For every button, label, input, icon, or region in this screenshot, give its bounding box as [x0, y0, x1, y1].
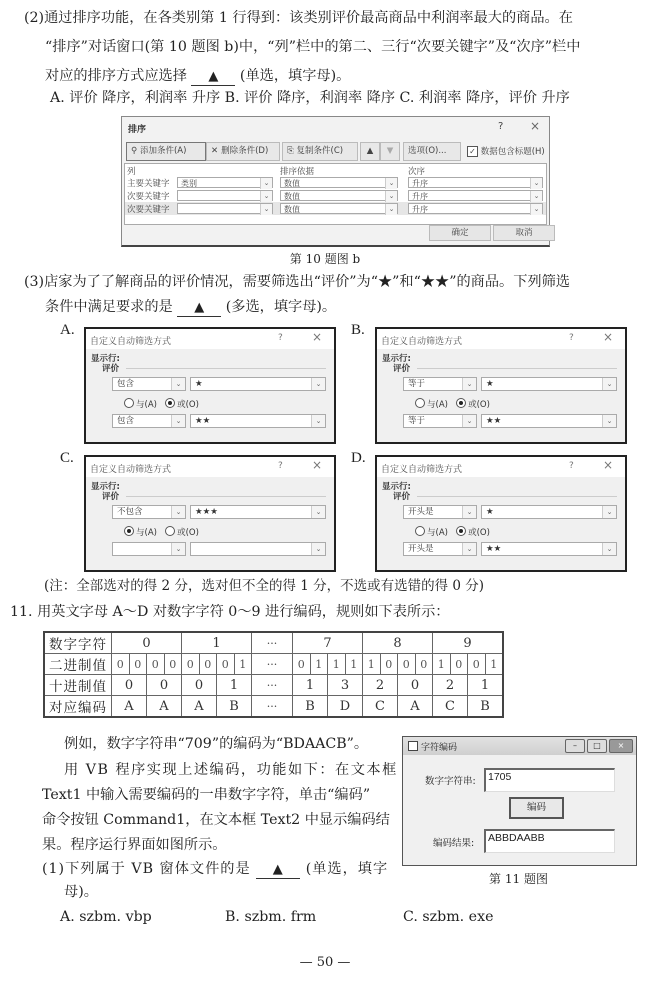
q10-part2-line2: “排序”对话窗口(第 10 题图 b)中，“列”栏中的第二、三行“次要关键字”及“次序”栏中	[45, 39, 581, 55]
or-label: 或(O)	[468, 528, 490, 538]
operator-select-1[interactable]	[112, 377, 186, 391]
input-label: 数字字符串:	[425, 776, 476, 787]
column-select[interactable]	[177, 203, 273, 214]
sort-on-value: 数值	[284, 205, 300, 214]
logic-radio-group	[124, 526, 199, 538]
help-icon[interactable]: ?	[278, 461, 283, 471]
chevron-down-icon: ⌄	[385, 191, 397, 202]
q10-part2-options: A. 评价 降序，利润率 升序 B. 评价 降序，利润率 降序 C. 利润率 降序，评价 升序	[50, 90, 570, 106]
value-select-2[interactable]	[481, 414, 617, 428]
order-value: 升序	[412, 192, 428, 201]
move-down-button[interactable]: ▼	[380, 142, 400, 161]
and-label: 与(A)	[136, 400, 157, 410]
binary-bit-cell: 0	[164, 654, 182, 675]
row-header: 二进制值	[44, 654, 112, 675]
chevron-down-icon: ⌄	[311, 506, 325, 518]
answer-blank: ▲	[256, 862, 300, 879]
q10-part2-line1: (2)通过排序功能，在各类别第 1 行得到：该类别评价最高商品中利润率最大的商品。在	[24, 10, 573, 26]
help-icon[interactable]: ?	[278, 333, 283, 343]
chevron-down-icon: ⌄	[530, 191, 542, 202]
vb-titlebar	[403, 737, 636, 755]
q11-desc-line4: 果。程序运行界面如图所示。	[42, 837, 227, 853]
logic-radio-group	[415, 526, 490, 538]
binary-bit-cell: 0	[129, 654, 147, 675]
show-rows-label: 显示行:	[382, 354, 411, 364]
page-number: — 50 —	[299, 955, 351, 970]
row-label: 次要关键字	[127, 192, 170, 202]
radio-icon	[124, 398, 134, 408]
add-condition-button[interactable]	[126, 142, 206, 161]
binary-bit-cell: 0	[415, 654, 433, 675]
or-label: 或(O)	[468, 400, 490, 410]
code-cell: A	[398, 696, 433, 718]
sort-on-value: 数值	[284, 192, 300, 201]
binary-bit-cell: 1	[433, 654, 451, 675]
sort-on-select[interactable]	[280, 177, 398, 188]
text1-input[interactable]: 1705	[484, 768, 615, 792]
ok-button[interactable]: 确定	[429, 225, 491, 241]
sort-on-select[interactable]	[280, 190, 398, 201]
ellipsis-cell: ···	[252, 632, 293, 654]
custom-filter-dialog	[375, 327, 627, 444]
minimize-button[interactable]: –	[565, 739, 585, 753]
operator-select-1[interactable]	[403, 377, 477, 391]
order-value: 升序	[412, 179, 428, 188]
chevron-down-icon: ⌄	[602, 415, 616, 427]
q11-sub1	[42, 859, 388, 879]
binary-bit-cell: 1	[485, 654, 503, 675]
code-cell: C	[433, 696, 468, 718]
scoring-note: (注：全部选对的得 2 分，选对但不全的得 1 分，不选或有选错的得 0 分)	[44, 578, 485, 594]
binary-bit-cell: 0	[199, 654, 217, 675]
code-cell: D	[328, 696, 363, 718]
table-row	[44, 696, 503, 718]
radio-icon	[124, 526, 134, 536]
field-label: 评价	[393, 492, 411, 502]
custom-filter-dialog	[84, 327, 336, 444]
code-cell: A	[147, 696, 182, 718]
chevron-down-icon: ⌄	[462, 415, 476, 427]
table-row	[44, 632, 503, 654]
answer-blank: ▲	[177, 300, 221, 317]
digit-char-cell: 9	[433, 632, 504, 654]
column-header: 列	[127, 167, 136, 177]
digit-char-cell: 1	[182, 632, 252, 654]
decimal-cell: 1	[217, 675, 252, 696]
binary-bit-cell: 0	[398, 654, 416, 675]
sort-on-header: 排序依据	[280, 167, 315, 177]
binary-bit-cell: 1	[234, 654, 252, 675]
or-radio[interactable]	[165, 528, 199, 538]
row-label: 主要关键字	[127, 179, 170, 189]
row-header: 对应编码	[44, 696, 112, 718]
code-cell: B	[468, 696, 504, 718]
field-label: 评价	[393, 364, 411, 374]
chevron-down-icon: ⌄	[530, 178, 542, 189]
close-icon[interactable]: ×	[312, 330, 323, 344]
has-header-label: 数据包含标题(H)	[480, 147, 545, 157]
maximize-button[interactable]: □	[587, 739, 607, 753]
chevron-down-icon: ⌄	[171, 506, 185, 518]
digit-char-cell: 7	[293, 632, 363, 654]
delete-condition-label: 删除条件(D)	[221, 146, 269, 156]
close-button[interactable]: ×	[609, 739, 633, 753]
decimal-cell: 0	[112, 675, 147, 696]
decimal-cell: 0	[182, 675, 217, 696]
value-1: ★	[195, 379, 203, 389]
chevron-down-icon: ⌄	[530, 204, 542, 215]
option-letter: D.	[351, 450, 366, 466]
binary-bit-cell: 0	[182, 654, 200, 675]
value-select-1[interactable]	[481, 377, 617, 391]
q10-part3-line1: (3)店家为了了解商品的评价情况，需要筛选出“评价”为“★”和“★★”的商品。下列筛选	[24, 274, 570, 290]
value-select-2[interactable]	[190, 542, 326, 556]
q10-part3-line2-text: 条件中满足要求的是	[45, 299, 173, 315]
custom-filter-dialog	[375, 455, 627, 572]
and-label: 与(A)	[427, 528, 448, 538]
chevron-down-icon: ⌄	[385, 178, 397, 189]
help-icon[interactable]: ?	[498, 121, 504, 132]
value-2: ★★	[195, 416, 211, 426]
row-label: 次要关键字	[127, 205, 170, 215]
chevron-down-icon: ⌄	[385, 204, 397, 215]
value-1: ★★★	[195, 507, 218, 517]
binary-bit-cell: 0	[147, 654, 165, 675]
code-cell: B	[217, 696, 252, 718]
answer-blank: ▲	[191, 69, 235, 86]
row-header: 十进制值	[44, 675, 112, 696]
q10-part2-line3-post: (单选，填字母)。	[239, 68, 351, 84]
option-letter: B.	[351, 322, 365, 338]
decimal-cell: 0	[398, 675, 433, 696]
help-icon[interactable]: ?	[569, 333, 574, 343]
binary-bit-cell: 1	[328, 654, 346, 675]
close-icon[interactable]: ×	[530, 119, 541, 133]
show-rows-label: 显示行:	[382, 482, 411, 492]
decimal-cell: 3	[328, 675, 363, 696]
value-select-2[interactable]	[481, 542, 617, 556]
and-radio[interactable]	[415, 400, 448, 410]
encoding-table	[43, 631, 504, 718]
operator-select-2[interactable]	[403, 542, 477, 556]
and-radio[interactable]	[415, 528, 448, 538]
chevron-down-icon: ⌄	[171, 415, 185, 427]
chevron-down-icon: ⌄	[311, 378, 325, 390]
chevron-down-icon: ⌄	[260, 204, 272, 215]
value-select-2[interactable]	[190, 414, 326, 428]
radio-icon	[456, 526, 466, 536]
chevron-down-icon: ⌄	[311, 415, 325, 427]
q11-desc-line2: Text1 中输入需要编码的一串数字字符，单击“编码”	[42, 787, 371, 803]
order-value: 升序	[412, 205, 428, 214]
option-letter: C.	[60, 450, 74, 466]
has-header-checkbox[interactable]	[467, 145, 545, 157]
chevron-down-icon: ⌄	[462, 378, 476, 390]
value-2: ★★	[486, 544, 502, 554]
delete-condition-button[interactable]	[206, 142, 280, 161]
chevron-down-icon: ⌄	[260, 191, 272, 202]
binary-bit-cell: 1	[345, 654, 363, 675]
sort-dialog-title: 排序	[128, 125, 147, 135]
or-label: 或(O)	[177, 400, 199, 410]
filter-dialog-title: 自定义自动筛选方式	[381, 465, 463, 475]
radio-icon	[165, 526, 175, 536]
chevron-down-icon: ⌄	[311, 543, 325, 555]
value-1: ★	[486, 507, 494, 517]
add-condition-label: 添加条件(A)	[139, 146, 187, 156]
column-select[interactable]	[177, 190, 273, 201]
operator-select-1[interactable]	[403, 505, 477, 519]
code-cell: C	[363, 696, 398, 718]
copy-icon: ⎘	[287, 146, 297, 156]
divider	[126, 368, 326, 369]
sort-dialog	[121, 116, 550, 247]
q11-example: 例如，数字字符串“709”的编码为“BDAACB”。	[64, 736, 369, 752]
radio-icon	[415, 526, 425, 536]
cancel-button[interactable]: 取消	[493, 225, 555, 241]
value-select-1[interactable]	[481, 505, 617, 519]
order-select[interactable]	[408, 190, 543, 201]
radio-icon	[165, 398, 175, 408]
text2-output[interactable]: ABBDAABB	[484, 829, 615, 853]
show-rows-label: 显示行:	[91, 482, 120, 492]
decimal-cell: 1	[468, 675, 504, 696]
chevron-down-icon: ⌄	[462, 543, 476, 555]
decimal-cell: 0	[147, 675, 182, 696]
value-select-1[interactable]	[190, 505, 326, 519]
field-label: 评价	[102, 364, 120, 374]
chevron-down-icon: ⌄	[602, 378, 616, 390]
table-row	[44, 654, 503, 675]
column-select-value: 类别	[181, 179, 197, 188]
figure-caption-10b: 第 10 题图 b	[289, 252, 361, 266]
chevron-down-icon: ⌄	[462, 506, 476, 518]
filter-dialog-title: 自定义自动筛选方式	[90, 465, 172, 475]
binary-bit-cell: 0	[293, 654, 311, 675]
field-label: 评价	[102, 492, 120, 502]
ellipsis-cell: ···	[252, 654, 293, 675]
custom-filter-dialog	[84, 455, 336, 572]
operator-2-value: 等于	[408, 416, 426, 426]
close-icon[interactable]: ×	[312, 458, 323, 472]
chevron-down-icon: ⌄	[171, 543, 185, 555]
options-button[interactable]: 选项(O)...	[403, 142, 461, 161]
operator-select-2[interactable]	[403, 414, 477, 428]
operator-1-value: 开头是	[408, 507, 434, 517]
chevron-down-icon: ⌄	[260, 178, 272, 189]
chevron-down-icon: ⌄	[171, 378, 185, 390]
binary-bit-cell: 0	[112, 654, 130, 675]
close-icon[interactable]: ×	[603, 330, 614, 344]
logic-radio-group	[124, 398, 199, 410]
vb-window	[402, 736, 637, 866]
operator-1-value: 等于	[408, 379, 426, 389]
help-icon[interactable]: ?	[569, 461, 574, 471]
ellipsis-cell: ···	[252, 675, 293, 696]
logic-radio-group	[415, 398, 490, 410]
show-rows-label: 显示行:	[91, 354, 120, 364]
binary-bit-cell: 0	[450, 654, 468, 675]
code-cell: A	[182, 696, 217, 718]
and-radio[interactable]	[124, 400, 157, 410]
q10-part3-line2-post: (多选，填字母)。	[225, 299, 337, 315]
sort-on-select[interactable]	[280, 203, 398, 214]
q10-part2-line3	[45, 66, 350, 86]
order-select[interactable]	[408, 203, 543, 214]
filter-dialog-title: 自定义自动筛选方式	[90, 337, 172, 347]
binary-bit-cell: 0	[217, 654, 235, 675]
q11-desc-line1: 用 VB 程序实现上述编码，功能如下：在文本框	[64, 762, 398, 778]
q11-intro: 11. 用英文字母 A～D 对数字字符 0～9 进行编码，规则如下表所示：	[10, 604, 450, 620]
divider	[417, 368, 617, 369]
sort-conditions-grid	[124, 163, 547, 225]
value-1: ★	[486, 379, 494, 389]
delete-icon: ✕	[211, 146, 222, 156]
radio-icon	[415, 398, 425, 408]
q11-sub1-post: (单选，填字	[305, 861, 389, 877]
divider	[417, 496, 617, 497]
digit-char-cell: 0	[112, 632, 182, 654]
value-select-1[interactable]	[190, 377, 326, 391]
option-letter: A.	[60, 322, 75, 338]
and-label: 与(A)	[136, 528, 157, 538]
add-icon: ⚲	[131, 146, 140, 156]
value-2: ★★	[486, 416, 502, 426]
operator-select-2[interactable]	[112, 542, 186, 556]
sort-on-value: 数值	[284, 179, 300, 188]
row-header: 数字字符	[44, 632, 112, 654]
or-radio[interactable]	[456, 400, 490, 410]
vb-window-title: 字符编码	[421, 743, 458, 753]
checkbox-checked-icon: ✓	[467, 146, 478, 157]
operator-1-value: 包含	[117, 379, 135, 389]
binary-bit-cell: 1	[310, 654, 328, 675]
chevron-down-icon: ⌄	[602, 506, 616, 518]
and-radio[interactable]	[124, 528, 157, 538]
code-cell: B	[293, 696, 328, 718]
divider	[126, 496, 326, 497]
q11-option-a: A. szbm. vbp	[60, 909, 152, 925]
ellipsis-cell: ···	[252, 696, 293, 718]
encode-button[interactable]: 编码	[509, 797, 564, 819]
close-icon[interactable]: ×	[603, 458, 614, 472]
q11-option-c: C. szbm. exe	[403, 909, 494, 925]
order-select[interactable]	[408, 177, 543, 188]
q10-part2-line3-text: 对应的排序方式应选择	[45, 68, 187, 84]
operator-2-value: 开头是	[408, 544, 434, 554]
column-select[interactable]	[177, 177, 273, 188]
and-label: 与(A)	[427, 400, 448, 410]
q11-sub1-end: 母)。	[64, 884, 98, 900]
q11-option-b: B. szbm. frm	[225, 909, 317, 925]
operator-select-1[interactable]	[112, 505, 186, 519]
decimal-cell: 2	[363, 675, 398, 696]
digit-char-cell: 8	[363, 632, 433, 654]
table-row	[44, 675, 503, 696]
window-icon	[408, 741, 418, 751]
operator-1-value: 不包含	[117, 507, 143, 517]
or-radio[interactable]	[456, 528, 490, 538]
or-label: 或(O)	[177, 528, 199, 538]
binary-bit-cell: 1	[363, 654, 381, 675]
q10-part3-line2	[45, 297, 336, 317]
code-cell: A	[112, 696, 147, 718]
or-radio[interactable]	[165, 400, 199, 410]
move-up-button[interactable]: ▲	[360, 142, 380, 161]
radio-icon	[456, 398, 466, 408]
copy-condition-label: 复制条件(C)	[296, 146, 344, 156]
binary-bit-cell: 0	[468, 654, 486, 675]
q11-desc-line3: 命令按钮 Command1，在文本框 Text2 中显示编码结	[42, 812, 390, 828]
operator-2-value: 包含	[117, 416, 135, 426]
binary-bit-cell: 0	[380, 654, 398, 675]
operator-select-2[interactable]	[112, 414, 186, 428]
order-header: 次序	[408, 167, 426, 177]
copy-condition-button[interactable]	[282, 142, 358, 161]
output-label: 编码结果:	[433, 838, 475, 849]
q11-sub1-text: (1)下列属于 VB 窗体文件的是	[42, 861, 251, 877]
filter-dialog-title: 自定义自动筛选方式	[381, 337, 463, 347]
decimal-cell: 2	[433, 675, 468, 696]
chevron-down-icon: ⌄	[602, 543, 616, 555]
decimal-cell: 1	[293, 675, 328, 696]
figure-caption-11: 第 11 题图	[489, 872, 548, 886]
